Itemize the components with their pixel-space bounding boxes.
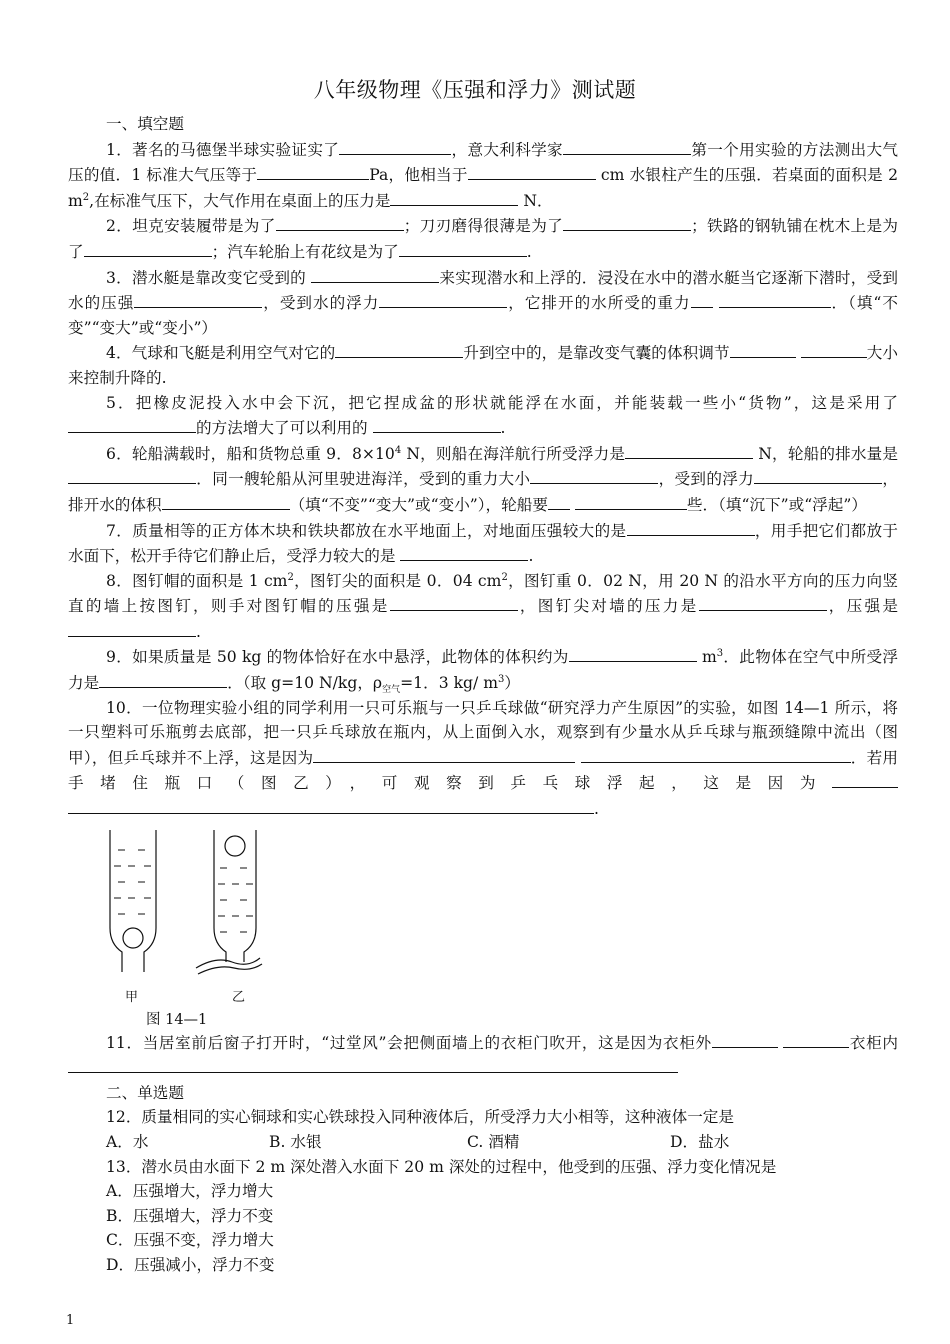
answer-blank[interactable]	[563, 137, 691, 155]
answer-blank[interactable]	[257, 162, 369, 180]
answer-blank[interactable]	[68, 466, 196, 484]
answer-blank[interactable]	[335, 340, 463, 358]
answer-blank[interactable]	[581, 745, 851, 763]
figure-caption: 图 14—1	[146, 1011, 208, 1028]
answer-blank[interactable]	[801, 340, 867, 358]
question-3: 3．潜水艇是靠改变它受到的 来实现潜水和上浮的．浸没在水中的潜水艇当它逐渐下潜时，受到水的压强 ，受到水的浮力 ，它排开的水所受的重力 ．（填“不变”“变大”或“变小”）	[68, 265, 898, 341]
answer-blank[interactable]	[311, 265, 439, 283]
question-12-options	[68, 1130, 898, 1155]
answer-blank[interactable]	[99, 670, 227, 688]
figure-label-a: 甲	[125, 989, 139, 1005]
answer-blank[interactable]	[313, 745, 575, 763]
option-c[interactable]: C．压强不变，浮力增大	[106, 1231, 274, 1250]
bottle-experiment-diagram	[98, 828, 318, 988]
question-7: 7．质量相等的正方体木块和铁块都放在水平地面上，对地面压强较大的是 ，用手把它们都放于水面下，松开手待它们静止后，受浮力较大的是 .	[68, 518, 898, 569]
answer-blank[interactable]	[783, 1030, 849, 1048]
answer-blank[interactable]	[162, 492, 290, 510]
option-b[interactable]: B. 水银	[269, 1133, 322, 1151]
answer-blank[interactable]	[530, 466, 658, 484]
answer-blank[interactable]	[84, 239, 212, 257]
answer-blank[interactable]	[754, 466, 882, 484]
question-4: 4．气球和飞艇是利用空气对它的 升到空中的，是靠改变气囊的体积调节 大小来控制升降的.	[68, 340, 898, 390]
answer-blank[interactable]	[468, 162, 596, 180]
option-d[interactable]: D．压强减小，浮力不变	[106, 1255, 275, 1274]
answer-blank[interactable]	[373, 415, 501, 433]
page-title: 八年级物理《压强和浮力》测试题	[313, 78, 637, 102]
answer-blank[interactable]	[400, 543, 528, 561]
answer-blank[interactable]	[627, 518, 755, 536]
figure-label-b: 乙	[232, 989, 246, 1005]
option-a[interactable]: A．压强增大，浮力增大	[106, 1182, 274, 1201]
answer-blank[interactable]	[625, 441, 753, 459]
question-5: 5．把橡皮泥投入水中会下沉，把它捏成盆的形状就能浮在水面，并能装载一些小“货物”，这是采用了的方法增大了可以利用的 .	[68, 391, 898, 441]
answer-blank[interactable]	[563, 213, 691, 231]
answer-blank[interactable]	[575, 492, 687, 510]
question-9: 9．如果质量是 50 kg 的物体恰好在水中悬浮，此物体的体积约为 $m^3$．此物体在空气中所受浮力是 ．（取 g=10 N/kg，$\rho_{空气}=1$．3 kg/ $m^3$）	[68, 644, 898, 695]
section-heading-fill-blank: 一、填空题	[106, 115, 184, 133]
question-10: 10．一位物理实验小组的同学利用一只可乐瓶与一只乒乓球做“研究浮力产生原因”的实验，如图 14—1 所示，将一只塑料可乐瓶剪去底部，把一只乒乓球放在瓶内，从上面倒入水，观察到有少量水从乒乓球与瓶颈缝隙中流出（图甲），但乒乓球并不上浮，这是因为 ．若用手堵住瓶口（图乙），可观察到乒乓球浮起，这是因为 .	[68, 698, 898, 819]
question-2: 2．坦克安装履带是为了 ；刀刃磨得很薄是为了 ；铁路的钢轨铺在枕木上是为了 ；汽车轮胎上有花纹是为了 .	[68, 213, 898, 264]
answer-blank[interactable]	[390, 593, 518, 611]
answer-blank[interactable]	[730, 340, 796, 358]
option-b[interactable]: B．压强增大，浮力不变	[106, 1206, 274, 1225]
answer-blank[interactable]	[569, 644, 697, 662]
answer-blank[interactable]	[548, 492, 570, 510]
option-a[interactable]: A．水	[106, 1133, 149, 1151]
answer-blank[interactable]	[712, 1030, 778, 1048]
answer-blank[interactable]	[276, 213, 404, 231]
question-1: 1．著名的马德堡半球实验证实了 ，意大利科学家 第一个用实验的方法测出大气压的值．1 标准大气压等于 Pa，他相当于 cm 水银柱产生的压强．若桌面的面积是 2 $m^2$,在标准气压下，大气作用在桌面上的压力是 N．	[68, 137, 898, 214]
answer-blank[interactable]	[699, 593, 827, 611]
question-6: 6．轮船满载时，船和货物总重 9．$8\times 10^4$ N，则船在海洋航行所受浮力是 N，轮船的排水量是．同一艘轮船从河里驶进海洋，受到的重力大小 ，受到的浮力 ，排开水的体积 （填“不变”“变大”或“变小”），轮船要 些．（填“沉下”或“浮起”）	[68, 441, 898, 518]
figure-14-1	[68, 822, 898, 1028]
answer-blank[interactable]	[691, 290, 713, 308]
answer-blank[interactable]	[379, 290, 507, 308]
answer-blank[interactable]	[68, 1055, 678, 1073]
answer-blank[interactable]	[399, 239, 527, 257]
answer-blank[interactable]	[339, 137, 451, 155]
answer-blank[interactable]	[68, 796, 594, 814]
question-12: 12．质量相同的实心铜球和实心铁球投入同种液体后，所受浮力大小相等，这种液体一定是	[106, 1108, 734, 1127]
option-c[interactable]: C. 酒精	[467, 1133, 520, 1151]
answer-blank[interactable]	[68, 415, 196, 433]
answer-blank[interactable]	[719, 290, 831, 308]
answer-blank[interactable]	[832, 770, 898, 788]
answer-blank[interactable]	[134, 290, 262, 308]
question-8: 8．图钉帽的面积是 1 $cm^2$，图钉尖的面积是 0．04 $cm^2$，图钉重 0．02 N，用 20 N 的沿水平方向的压力向竖直的墙上按图钉，则手对图钉帽的压强是 ，图钉尖对墙的压力是 ，压强是.	[68, 571, 898, 641]
question-13: 13．潜水员由水面下 2 m 深处潜入水面下 20 m 深处的过程中，他受到的压强、浮力变化情况是	[106, 1157, 777, 1176]
answer-blank[interactable]	[390, 188, 518, 206]
answer-blank[interactable]	[68, 619, 196, 637]
section-heading-single-choice: 二、单选题	[106, 1083, 184, 1102]
option-d[interactable]: D．盐水	[670, 1133, 730, 1151]
question-11: 11．当居室前后窗子打开时，“过堂风”会把侧面墙上的衣柜门吹开，这是因为衣柜外 衣柜内	[68, 1030, 898, 1081]
page-number: 1	[66, 1313, 75, 1328]
document-body	[68, 112, 898, 1278]
